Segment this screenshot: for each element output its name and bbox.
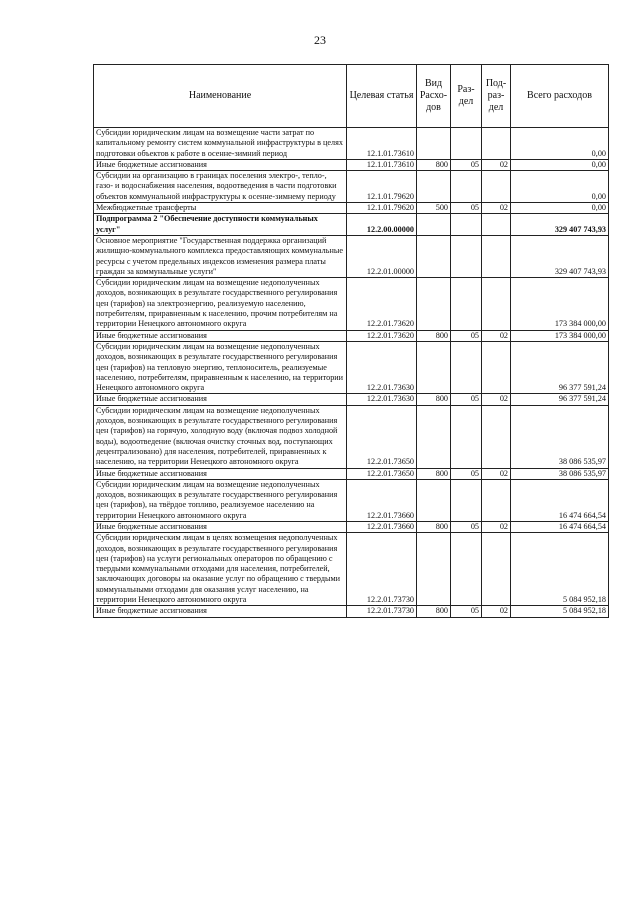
row-subsection bbox=[482, 171, 511, 203]
row-amount: 0,00 bbox=[511, 128, 609, 160]
row-section: 05 bbox=[451, 468, 482, 479]
row-subsection: 02 bbox=[482, 606, 511, 617]
row-section: 05 bbox=[451, 203, 482, 214]
row-section: 05 bbox=[451, 159, 482, 170]
row-expense-type: 800 bbox=[417, 394, 451, 405]
table-row bbox=[94, 606, 609, 617]
row-name: Субсидии юридическим лицам на возмещение недополученных доходов, возникающих в результате государственного регулирования цен (тарифов), на твёрдое топливо, реализуемое населению на территории Ненецкого автономного округа bbox=[94, 479, 347, 521]
row-subsection bbox=[482, 533, 511, 606]
row-target-code: 12.1.01.73610 bbox=[347, 128, 417, 160]
row-section bbox=[451, 533, 482, 606]
row-subsection: 02 bbox=[482, 521, 511, 532]
header-expense-type: Вид Расхо-дов bbox=[417, 65, 451, 128]
row-target-code: 12.2.01.73620 bbox=[347, 278, 417, 330]
row-target-code: 12.2.01.00000 bbox=[347, 235, 417, 277]
row-amount: 38 086 535,97 bbox=[511, 405, 609, 468]
table-row bbox=[94, 394, 609, 405]
row-expense-type bbox=[417, 235, 451, 277]
table-row bbox=[94, 533, 609, 606]
header-name: Наименование bbox=[94, 65, 347, 128]
row-amount: 96 377 591,24 bbox=[511, 394, 609, 405]
row-name: Иные бюджетные ассигнования bbox=[94, 521, 347, 532]
page-number: 23 bbox=[314, 33, 326, 47]
row-expense-type: 800 bbox=[417, 330, 451, 341]
row-subsection bbox=[482, 341, 511, 393]
row-name: Субсидии юридическим лицам в целях возмещения недополученных доходов, возникающих в результате государственного регулирования цен (тарифов) на услуги региональных операторов по обращению с твердыми коммунальными отходами для населения, потребителей, заключающих договоры на оказание услуг по обращению с твердыми коммунальными отходами для оказания услуг населению, на территории Ненецкого автономного округа bbox=[94, 533, 347, 606]
row-name: Иные бюджетные ассигнования bbox=[94, 330, 347, 341]
header-subsection: Под-раз-дел bbox=[482, 65, 511, 128]
row-target-code: 12.2.01.73630 bbox=[347, 394, 417, 405]
row-amount: 16 474 664,54 bbox=[511, 521, 609, 532]
row-expense-type: 800 bbox=[417, 606, 451, 617]
row-subsection: 02 bbox=[482, 203, 511, 214]
table-row bbox=[94, 521, 609, 532]
row-expense-type: 500 bbox=[417, 203, 451, 214]
row-expense-type bbox=[417, 171, 451, 203]
row-section bbox=[451, 128, 482, 160]
row-name: Иные бюджетные ассигнования bbox=[94, 468, 347, 479]
row-target-code: 12.2.00.00000 bbox=[347, 214, 417, 236]
row-name: Субсидии юридическим лицам на возмещение недополученных доходов, возникающих в результате государственного регулирования цен (тарифов) на электроэнергию, реализуемую населению, потребителям, приравненным к населению, прочим потребителям на территории Ненецкого автономного округа bbox=[94, 278, 347, 330]
row-expense-type bbox=[417, 214, 451, 236]
row-target-code: 12.2.01.73660 bbox=[347, 479, 417, 521]
row-expense-type bbox=[417, 278, 451, 330]
table-row bbox=[94, 214, 609, 236]
table-row bbox=[94, 128, 609, 160]
row-name: Подпрограмма 2 "Обеспечение доступности коммунальных услуг" bbox=[94, 214, 347, 236]
row-amount: 329 407 743,93 bbox=[511, 235, 609, 277]
row-amount: 0,00 bbox=[511, 159, 609, 170]
row-amount: 173 384 000,00 bbox=[511, 330, 609, 341]
row-target-code: 12.2.01.73730 bbox=[347, 533, 417, 606]
row-expense-type bbox=[417, 479, 451, 521]
budget-table bbox=[93, 64, 609, 618]
row-section bbox=[451, 341, 482, 393]
table-row bbox=[94, 479, 609, 521]
table-row bbox=[94, 330, 609, 341]
table-row bbox=[94, 405, 609, 468]
table-header-row bbox=[94, 65, 609, 128]
row-target-code: 12.2.01.73630 bbox=[347, 341, 417, 393]
row-section: 05 bbox=[451, 330, 482, 341]
row-name: Субсидии юридическим лицам на возмещение недополученных доходов, возникающих в результате государственного регулирования цен (тарифов) на тепловую энергию, теплоноситель, реализуемые населению, потребителям, приравненным к населению, на территории Ненецкого автономного округа bbox=[94, 341, 347, 393]
row-amount: 96 377 591,24 bbox=[511, 341, 609, 393]
row-expense-type: 800 bbox=[417, 468, 451, 479]
row-amount: 173 384 000,00 bbox=[511, 278, 609, 330]
row-target-code: 12.2.01.73620 bbox=[347, 330, 417, 341]
row-subsection: 02 bbox=[482, 159, 511, 170]
table-row bbox=[94, 159, 609, 170]
row-section: 05 bbox=[451, 394, 482, 405]
row-subsection bbox=[482, 405, 511, 468]
table-row bbox=[94, 203, 609, 214]
row-expense-type bbox=[417, 341, 451, 393]
row-amount: 5 084 952,18 bbox=[511, 533, 609, 606]
row-target-code: 12.1.01.79620 bbox=[347, 171, 417, 203]
row-name: Субсидии на организацию в границах поселения электро-, тепло-, газо- и водоснабжения населения, водоотведения в части подготовки объектов коммунальной инфраструктуры к осенне-зимнему периоду bbox=[94, 171, 347, 203]
row-amount: 5 084 952,18 bbox=[511, 606, 609, 617]
row-subsection bbox=[482, 235, 511, 277]
row-expense-type bbox=[417, 533, 451, 606]
row-target-code: 12.1.01.73610 bbox=[347, 159, 417, 170]
header-target: Целевая статья bbox=[347, 65, 417, 128]
table-body bbox=[94, 128, 609, 618]
row-subsection bbox=[482, 278, 511, 330]
table-row bbox=[94, 341, 609, 393]
row-amount: 0,00 bbox=[511, 171, 609, 203]
table-row bbox=[94, 171, 609, 203]
row-section bbox=[451, 479, 482, 521]
row-amount: 329 407 743,93 bbox=[511, 214, 609, 236]
table-row bbox=[94, 278, 609, 330]
row-expense-type: 800 bbox=[417, 521, 451, 532]
row-name: Основное мероприятие "Государственная поддержка организаций жилищно-коммунального комплекса предоставляющих коммунальные ресурсы с учетом предельных индексов изменения размера платы граждан за коммунальные услуги" bbox=[94, 235, 347, 277]
row-section bbox=[451, 405, 482, 468]
row-name: Субсидии юридическим лицам на возмещение недополученных доходов, возникающих в результате государственного регулирования цен (тарифов) на горячую, холодную воду (включая подвоз холодной воды), водоотведение (включая очистку сточных вод, поступающих децентрализовано) для населения, потребителей, приравненных к населению, на территории Ненецкого автономного округа bbox=[94, 405, 347, 468]
row-section bbox=[451, 171, 482, 203]
table-row bbox=[94, 468, 609, 479]
row-amount: 38 086 535,97 bbox=[511, 468, 609, 479]
row-target-code: 12.2.01.73650 bbox=[347, 468, 417, 479]
header-section: Раз-дел bbox=[451, 65, 482, 128]
header-total: Всего расходов bbox=[511, 65, 609, 128]
row-section bbox=[451, 214, 482, 236]
row-target-code: 12.1.01.79620 bbox=[347, 203, 417, 214]
row-subsection: 02 bbox=[482, 330, 511, 341]
row-name: Межбюджетные трансферты bbox=[94, 203, 347, 214]
row-subsection bbox=[482, 479, 511, 521]
row-subsection: 02 bbox=[482, 468, 511, 479]
row-target-code: 12.2.01.73650 bbox=[347, 405, 417, 468]
row-subsection bbox=[482, 214, 511, 236]
row-amount: 0,00 bbox=[511, 203, 609, 214]
row-section bbox=[451, 278, 482, 330]
row-expense-type bbox=[417, 405, 451, 468]
row-name: Иные бюджетные ассигнования bbox=[94, 606, 347, 617]
row-expense-type: 800 bbox=[417, 159, 451, 170]
row-section: 05 bbox=[451, 521, 482, 532]
table-row bbox=[94, 235, 609, 277]
row-expense-type bbox=[417, 128, 451, 160]
row-name: Субсидии юридическим лицам на возмещение части затрат по капитальному ремонту систем коммунальной инфраструктуры в целях подготовки объектов к работе в осенне-зимний период bbox=[94, 128, 347, 160]
row-subsection: 02 bbox=[482, 394, 511, 405]
row-section bbox=[451, 235, 482, 277]
row-name: Иные бюджетные ассигнования bbox=[94, 394, 347, 405]
row-section: 05 bbox=[451, 606, 482, 617]
row-subsection bbox=[482, 128, 511, 160]
row-amount: 16 474 664,54 bbox=[511, 479, 609, 521]
row-target-code: 12.2.01.73660 bbox=[347, 521, 417, 532]
row-name: Иные бюджетные ассигнования bbox=[94, 159, 347, 170]
row-target-code: 12.2.01.73730 bbox=[347, 606, 417, 617]
